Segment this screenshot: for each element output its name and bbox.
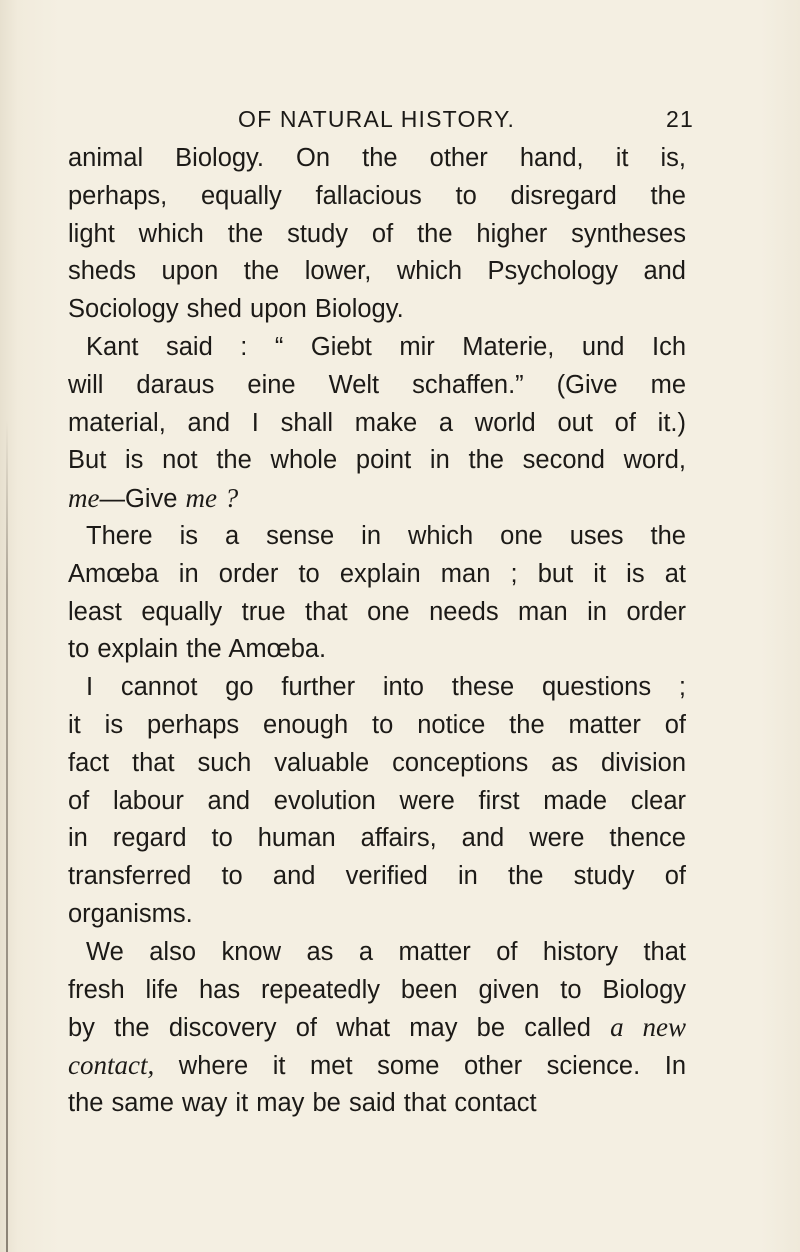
text-line xyxy=(68,707,686,745)
text-line xyxy=(68,556,686,594)
text-line xyxy=(68,858,686,896)
text-line xyxy=(68,896,686,934)
text-line xyxy=(68,631,686,669)
text-segment: the same way it may be said that contact xyxy=(68,1088,537,1117)
running-head: OF NATURAL HISTORY. xyxy=(238,106,516,132)
text-segment: sheds upon the lower, which Psychology and xyxy=(68,257,686,286)
text-segment: Sociology shed upon Biology. xyxy=(68,295,404,324)
text-line xyxy=(68,253,686,291)
text-line xyxy=(68,291,686,329)
text-line xyxy=(68,518,686,556)
text-segment: Kant said : “ Giebt mir Materie, und Ich xyxy=(86,332,686,361)
text-line xyxy=(68,783,686,821)
text-segment: We also know as a matter of history that xyxy=(86,937,686,966)
text-segment: will daraus eine Welt schaffen.” (Give me xyxy=(68,370,686,399)
page-header xyxy=(238,104,694,134)
text-segment: —Give xyxy=(99,485,186,514)
page-number: 21 xyxy=(666,106,694,132)
text-segment: to explain the Amœba. xyxy=(68,635,327,664)
text-line xyxy=(68,1085,686,1123)
text-line xyxy=(68,669,686,707)
body-text xyxy=(68,140,686,1123)
text-segment: it is perhaps enough to notice the matter of xyxy=(68,710,686,739)
italic-text: me xyxy=(68,483,100,514)
text-line xyxy=(68,216,686,254)
text-line xyxy=(68,934,686,972)
italic-text: a new xyxy=(610,1012,686,1043)
text-segment: I cannot go further into these questions ; xyxy=(86,673,686,702)
text-line xyxy=(68,367,686,405)
text-line xyxy=(68,140,686,178)
text-segment: in regard to human affairs, and were thence xyxy=(68,824,686,853)
italic-text: me ? xyxy=(185,483,239,514)
text-line xyxy=(68,405,686,443)
text-line xyxy=(68,745,686,783)
text-segment: where it met some other science. In xyxy=(154,1052,686,1081)
text-line xyxy=(68,178,686,216)
italic-text: contact, xyxy=(68,1050,155,1081)
text-segment: material, and I shall make a world out of it.) xyxy=(68,408,686,437)
text-segment: There is a sense in which one uses the xyxy=(86,521,686,550)
text-segment: organisms. xyxy=(68,899,193,928)
text-segment: by the discovery of what may be called xyxy=(68,1014,611,1043)
text-line xyxy=(68,1009,686,1047)
text-line xyxy=(68,972,686,1010)
text-segment: least equally true that one needs man in order xyxy=(68,597,686,626)
binding-shadow xyxy=(6,420,8,1252)
text-segment: light which the study of the higher syntheses xyxy=(68,219,686,248)
text-line xyxy=(68,594,686,632)
text-segment: fresh life has repeatedly been given to Biology xyxy=(68,975,686,1004)
text-segment: animal Biology. On the other hand, it is, xyxy=(68,144,686,172)
text-segment: But is not the whole point in the second word, xyxy=(68,446,686,475)
text-segment: fact that such valuable conceptions as division xyxy=(68,748,686,777)
text-segment: transferred to and verified in the study of xyxy=(68,862,686,891)
text-line xyxy=(68,442,686,480)
text-line xyxy=(68,480,686,518)
text-line xyxy=(68,1047,686,1085)
text-segment: perhaps, equally fallacious to disregard the xyxy=(68,181,686,210)
text-segment: of labour and evolution were first made clear xyxy=(68,786,686,815)
text-segment: Amœba in order to explain man ; but it is at xyxy=(68,559,686,588)
text-line xyxy=(68,820,686,858)
text-line xyxy=(68,329,686,367)
